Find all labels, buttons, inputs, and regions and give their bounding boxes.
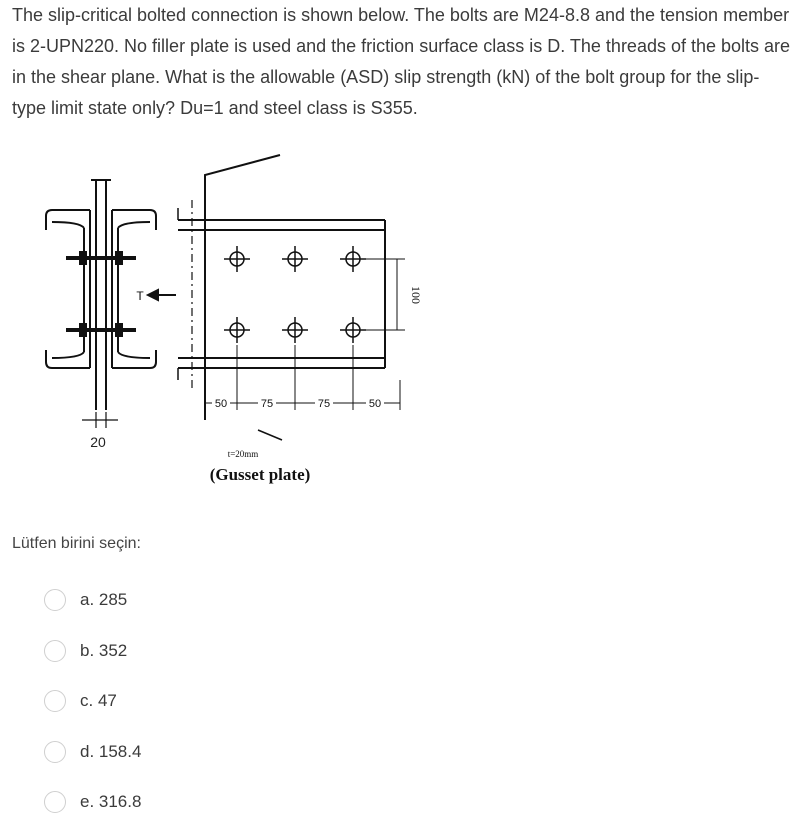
elevation-view <box>178 155 385 440</box>
bolt-holes <box>224 246 366 343</box>
dim-100-label: 100 <box>409 286 423 304</box>
dim-20-ticks <box>82 412 118 428</box>
bolt-hole <box>340 317 366 343</box>
radio-circle-icon[interactable] <box>44 741 66 763</box>
answer-options <box>44 575 141 828</box>
option-label: a. 285 <box>80 590 128 610</box>
dim-50-left: 50 <box>214 398 228 410</box>
option-label: c. 47 <box>80 691 117 711</box>
bolt-hole <box>340 246 366 272</box>
bolt-hole <box>282 246 308 272</box>
bolt-hole <box>224 246 250 272</box>
dim-75-a: 75 <box>260 398 274 410</box>
connection-drawing <box>0 150 423 500</box>
option-b[interactable] <box>44 626 141 677</box>
bolt-hole <box>224 317 250 343</box>
option-label: d. 158.4 <box>80 741 142 761</box>
option-e[interactable] <box>44 777 141 828</box>
option-d[interactable] <box>44 727 141 778</box>
dim-50-right: 50 <box>368 398 382 410</box>
load-arrow <box>148 290 176 300</box>
dim-75-b: 75 <box>317 398 331 410</box>
radio-circle-icon[interactable] <box>44 640 66 662</box>
option-label: e. 316.8 <box>80 792 142 812</box>
radio-circle-icon[interactable] <box>44 589 66 611</box>
radio-circle-icon[interactable] <box>44 791 66 813</box>
select-prompt: Lütfen birini seçin: <box>12 535 141 552</box>
option-label: b. 352 <box>80 640 128 660</box>
radio-circle-icon[interactable] <box>44 690 66 712</box>
bolt-hole <box>282 317 308 343</box>
option-a[interactable] <box>44 575 141 626</box>
dimension-lines <box>205 259 405 410</box>
thickness-label: t=20mm <box>227 449 259 459</box>
question-text: The slip-critical bolted connection is shown below. The bolts are M24-8.8 and the tension member is 2-UPN220. No filler plate is used and the friction surface class is D. The threads of the bolts are in the shear plane. What is the allowable (ASD) slip strength (kN) of the bolt group for the slip-type limit state only? Du=1 and steel class is S355. <box>12 5 791 118</box>
option-c[interactable] <box>44 676 141 727</box>
figure-caption: (Gusset plate) <box>209 465 311 484</box>
dim-20-label: 20 <box>90 434 106 450</box>
load-label: T <box>136 289 144 303</box>
connection-figure <box>0 150 423 500</box>
